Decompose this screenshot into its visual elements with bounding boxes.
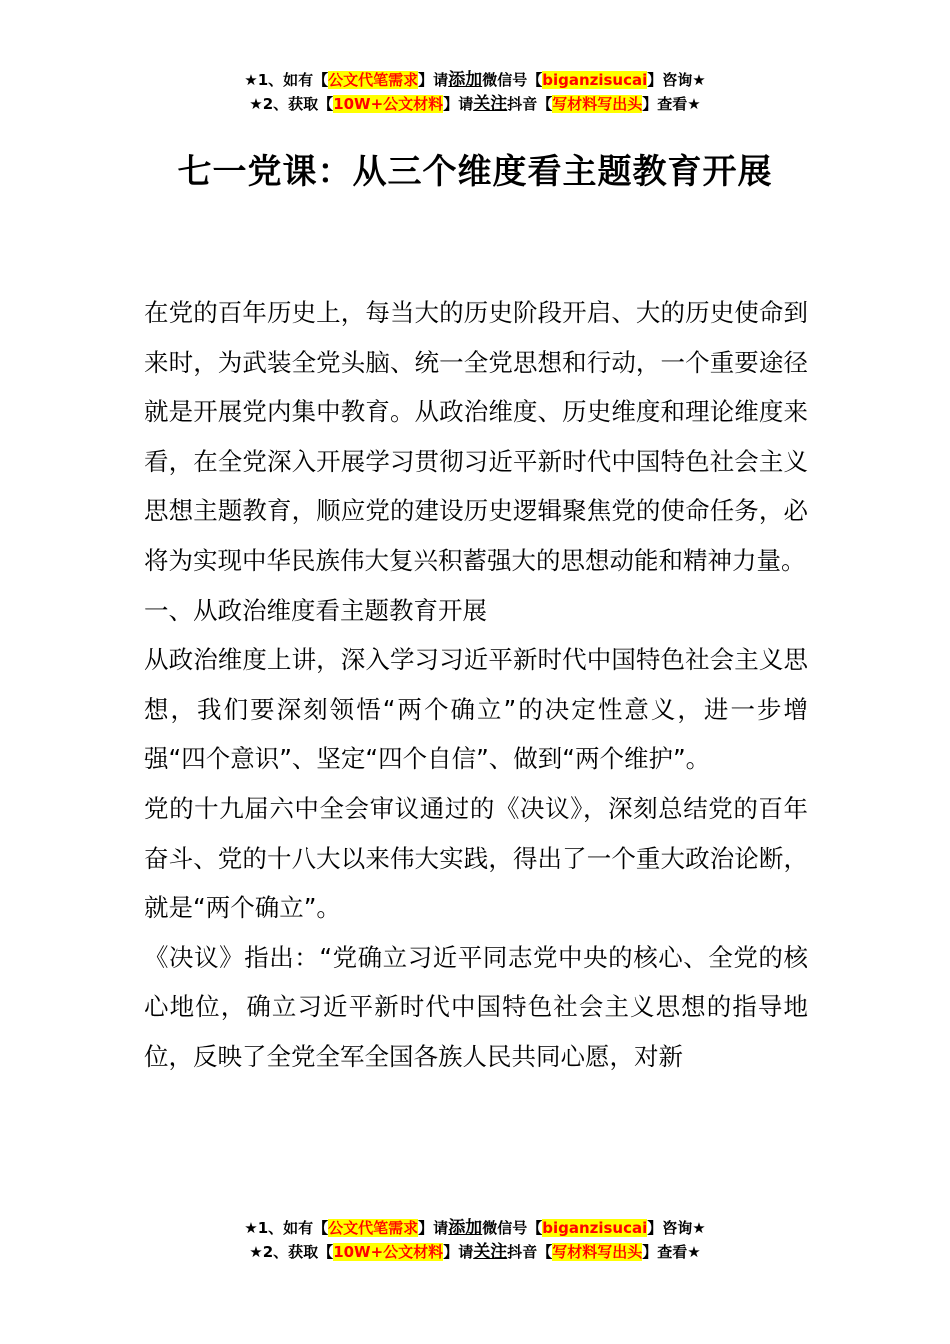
promo-highlight-douyin: 写材料写出头	[552, 1243, 643, 1261]
header-promo-banner	[0, 68, 950, 116]
promo-line-2-suffix: 】查看★	[642, 95, 701, 113]
promo-line-1-text-2: 微信号【	[482, 1219, 543, 1237]
promo-line-2	[0, 1240, 950, 1264]
promo-emphasis-add: 添加	[448, 1218, 483, 1238]
document-title: 七一党课：从三个维度看主题教育开展	[177, 152, 773, 192]
paragraph-intro: 在党的百年历史上，每当大的历史阶段开启、大的历史使命到来时，为武装全党头脑、统一全党思想和行动，一个重要途径就是开展党内集中教育。从政治维度、历史维度和理论维度来看，在全党深入开展学习贯彻习近平新时代中国特色社会主义思想主题教育，顺应党的建设历史逻辑聚焦党的使命任务，必将为实现中华民族伟大复兴积蓄强大的思想动能和精神力量。	[144, 298, 808, 575]
promo-highlight-service: 公文代笔需求	[328, 71, 419, 89]
document-body	[144, 288, 808, 1082]
promo-line-1-suffix: 】咨询★	[647, 71, 706, 89]
promo-emphasis-follow: 关注	[473, 1242, 508, 1262]
promo-emphasis-follow: 关注	[473, 94, 508, 114]
promo-line-2-text-2: 抖音【	[507, 1243, 553, 1261]
promo-highlight-wechat-id: biganzisucai	[542, 71, 648, 89]
promo-line-1-text: 】请	[418, 1219, 449, 1237]
promo-line-2-text: 】请	[443, 1243, 474, 1261]
promo-line-1	[0, 1216, 950, 1240]
paragraph-resolution-quote: 《决议》指出：“党确立习近平同志党中央的核心、全党的核心地位，确立习近平新时代中国特色社会主义思想的指导地位，反映了全党全军全国各族人民共同心愿，对新	[144, 942, 808, 1071]
promo-line-2-prefix: ★2、获取【	[249, 1243, 334, 1261]
promo-highlight-wechat-id: biganzisucai	[542, 1219, 648, 1237]
footer-promo-banner	[0, 1216, 950, 1264]
promo-line-1-suffix: 】咨询★	[647, 1219, 706, 1237]
promo-line-2	[0, 92, 950, 116]
promo-line-1-prefix: ★1、如有【	[244, 71, 329, 89]
promo-line-1-text-2: 微信号【	[482, 71, 543, 89]
promo-highlight-service: 公文代笔需求	[328, 1219, 419, 1237]
promo-line-1-text: 】请	[418, 71, 449, 89]
promo-line-2-text: 】请	[443, 95, 474, 113]
promo-line-1	[0, 68, 950, 92]
promo-highlight-douyin: 写材料写出头	[552, 95, 643, 113]
paragraph-political-dimension: 从政治维度上讲，深入学习习近平新时代中国特色社会主义思想，我们要深刻领悟“两个确立”的决定性意义，进一步增强“四个意识”、坚定“四个自信”、做到“两个维护”。	[144, 645, 808, 774]
promo-highlight-materials: 10W+公文材料	[333, 1243, 444, 1261]
promo-line-2-suffix: 】查看★	[642, 1243, 701, 1261]
section-heading-political: 一、从政治维度看主题教育开展	[144, 595, 487, 625]
promo-emphasis-add: 添加	[448, 70, 483, 90]
promo-line-2-prefix: ★2、获取【	[249, 95, 334, 113]
promo-line-2-text-2: 抖音【	[507, 95, 553, 113]
promo-highlight-materials: 10W+公文材料	[333, 95, 444, 113]
promo-line-1-prefix: ★1、如有【	[244, 1219, 329, 1237]
paragraph-resolution: 党的十九届六中全会审议通过的《决议》，深刻总结党的百年奋斗、党的十八大以来伟大实践，得出了一个重大政治论断，就是“两个确立”。	[144, 793, 808, 923]
